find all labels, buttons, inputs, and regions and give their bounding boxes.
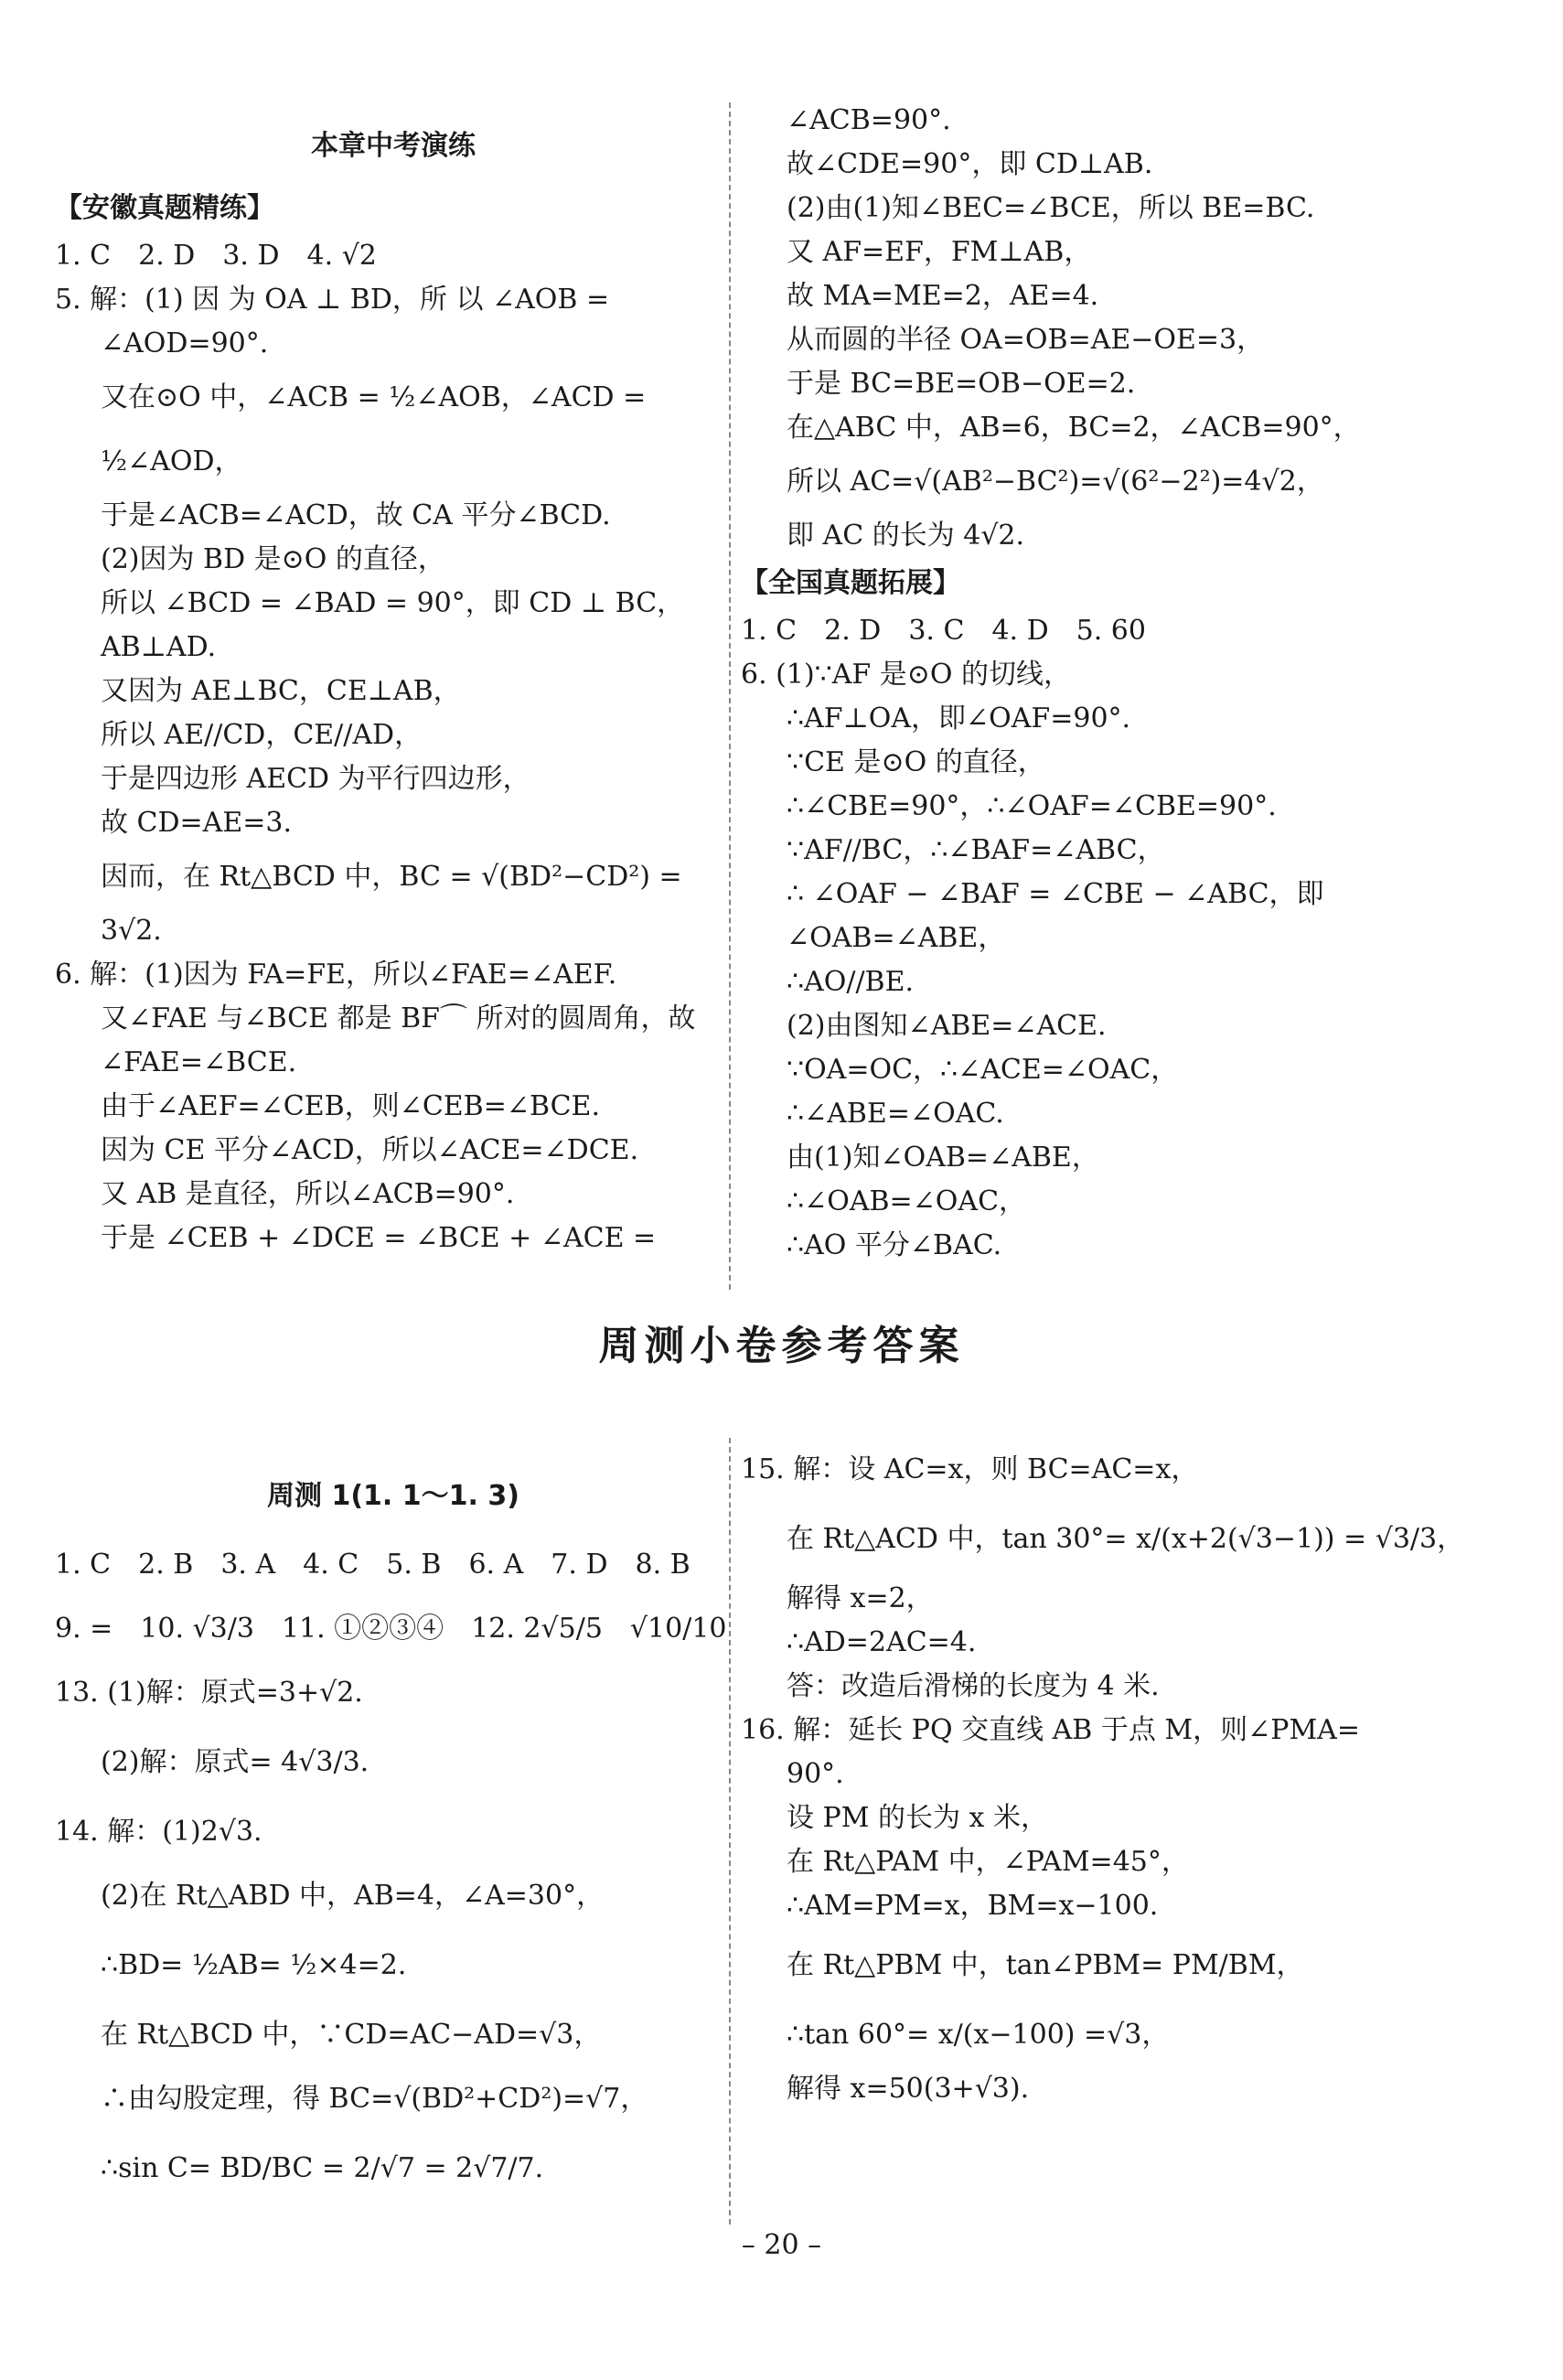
text-line: ∠OAB=∠ABE， xyxy=(787,922,1006,954)
text-line: ∴tan 60°= x/(x−100) =√3， xyxy=(787,2019,1170,2051)
text-line: 因而，在 Rt△BCD 中，BC = √(BD²−CD²) = xyxy=(101,861,682,893)
text-line: ∠ACB=90°. xyxy=(787,104,951,136)
text-line: (2)因为 BD 是⊙O 的直径， xyxy=(101,543,445,575)
text-line: ∴BD= ½AB= ½×4=2. xyxy=(101,1949,407,1981)
text-line: 又∠FAE 与∠BCE 都是 BF⌒ 所对的圆周角，故 xyxy=(101,1002,696,1035)
text-line: 在 Rt△BCD 中，∵CD=AC−AD=√3， xyxy=(101,2019,602,2051)
text-line: 所以 ∠BCD = ∠BAD = 90°，即 CD ⊥ BC， xyxy=(101,587,685,619)
text-line: 即 AC 的长为 4√2. xyxy=(787,520,1025,552)
text-line: ∴AF⊥OA，即∠OAF=90°. xyxy=(787,702,1131,734)
text-line: (2)由(1)知∠BEC=∠BCE，所以 BE=BC. xyxy=(787,192,1315,224)
text-line: 6. (1)∵AF 是⊙O 的切线， xyxy=(741,659,1072,691)
text-line: 在△ABC 中，AB=6，BC=2，∠ACB=90°， xyxy=(787,412,1361,444)
weekly-quiz-title: 周测小卷参考答案 xyxy=(598,1323,965,1369)
top-left-column xyxy=(55,110,732,1260)
text-line: 答：改造后滑梯的长度为 4 米. xyxy=(787,1670,1160,1702)
text-line: ∴AD=2AC=4. xyxy=(787,1626,977,1658)
text-line: ∵OA=OC，∴∠ACE=∠OAC， xyxy=(787,1054,1179,1086)
top-right-column xyxy=(741,99,1436,1268)
text-line: ∴∠OAB=∠OAC， xyxy=(787,1185,1027,1217)
text-line: (2)解：原式= 4√3/3. xyxy=(101,1746,369,1778)
text-line: 解得 x=50(3+√3). xyxy=(787,2073,1030,2105)
text-line: 又在⊙O 中，∠ACB = ½∠AOB，∠ACD = xyxy=(101,381,647,413)
text-line: 所以 AE//CD，CE//AD， xyxy=(101,719,423,751)
bottom-right-column xyxy=(741,1438,1465,2111)
text-line: 设 PM 的长为 x 米， xyxy=(787,1802,1048,1834)
text-line: 于是 ∠CEB + ∠DCE = ∠BCE + ∠ACE = xyxy=(101,1222,657,1254)
text-line: (2)由图知∠ABE=∠ACE. xyxy=(787,1010,1107,1042)
text-line: ∴AO 平分∠BAC. xyxy=(787,1229,1002,1261)
text-line: AB⊥AD. xyxy=(101,631,217,663)
text-line: 90°. xyxy=(787,1758,844,1790)
quiz-title: 周测 1(1. 1～1. 3) xyxy=(267,1480,519,1512)
text-line: ½∠AOD， xyxy=(101,445,242,477)
text-line: 5. 解：(1) 因 为 OA ⊥ BD，所 以 ∠AOB = xyxy=(55,284,610,316)
text-line: 于是四边形 AECD 为平行四边形， xyxy=(101,763,530,795)
text-line: 故 CD=AE=3. xyxy=(101,807,293,839)
page-number: – 20 – xyxy=(741,2229,822,2261)
text-line: 又 AF=EF，FM⊥AB， xyxy=(787,236,1092,268)
text-line: ∴sin C= BD/BC = 2/√7 = 2√7/7. xyxy=(101,2152,544,2184)
national-mc-answers: 1. C 2. D 3. C 4. D 5. 60 xyxy=(741,615,1146,647)
text-line: 故∠CDE=90°，即 CD⊥AB. xyxy=(787,148,1153,180)
text-line: 13. (1)解：原式=3+√2. xyxy=(55,1677,363,1709)
national-header: 【全国真题拓展】 xyxy=(741,567,960,599)
text-line: 16. 解：延长 PQ 交直线 AB 于点 M，则∠PMA= xyxy=(741,1714,1360,1746)
text-line: ∠FAE=∠BCE. xyxy=(101,1046,297,1078)
column-divider xyxy=(729,102,731,1290)
text-line: 又 AB 是直径，所以∠ACB=90°. xyxy=(101,1178,515,1210)
anhui-header: 【安徽真题精练】 xyxy=(55,192,274,224)
text-line: ∴AM=PM=x，BM=x−100. xyxy=(787,1890,1159,1922)
text-line: 在 Rt△PAM 中，∠PAM=45°， xyxy=(787,1846,1189,1878)
text-line: 在 Rt△ACD 中，tan 30°= x/(x+2(√3−1)) = √3/3， xyxy=(787,1523,1465,1555)
text-line: 因为 CE 平分∠ACD，所以∠ACE=∠DCE. xyxy=(101,1134,639,1166)
text-line: 6. 解：(1)因为 FA=FE，所以∠FAE=∠AEF. xyxy=(55,959,617,991)
text-line: ∴AO//BE. xyxy=(787,966,915,998)
text-line: 故 MA=ME=2，AE=4. xyxy=(787,280,1099,312)
column-divider xyxy=(729,1438,731,2225)
text-line: 15. 解：设 AC=x，则 BC=AC=x， xyxy=(741,1453,1199,1485)
text-line: ∵AF//BC，∴∠BAF=∠ABC， xyxy=(787,834,1165,866)
text-line: 在 Rt△PBM 中，tan∠PBM= PM/BM， xyxy=(787,1949,1304,1981)
text-line: ∴ ∠OAF − ∠BAF = ∠CBE − ∠ABC，即 xyxy=(787,878,1324,910)
text-line: 14. 解：(1)2√3. xyxy=(55,1816,262,1848)
text-line: ∠AOD=90°. xyxy=(101,327,269,359)
text-line: (2)在 Rt△ABD 中，AB=4，∠A=30°， xyxy=(101,1880,605,1912)
text-line: 于是∠ACB=∠ACD，故 CA 平分∠BCD. xyxy=(101,499,611,531)
text-line: ∴∠CBE=90°，∴∠OAF=∠CBE=90°. xyxy=(787,790,1277,822)
anhui-mc-answers: 1. C 2. D 3. D 4. √2 xyxy=(55,240,377,272)
text-line: 由(1)知∠OAB=∠ABE， xyxy=(787,1142,1099,1174)
quiz-fill-answers: 9. = 10. √3/3 11. ①②③④ 12. 2√5/5 √10/10 xyxy=(55,1613,727,1645)
text-line: 从而圆的半径 OA=OB=AE−OE=3， xyxy=(787,324,1265,356)
bottom-left-column xyxy=(55,1460,732,2206)
quiz-mc-answers: 1. C 2. B 3. A 4. C 5. B 6. A 7. D 8. B xyxy=(55,1549,691,1581)
text-line: 又因为 AE⊥BC，CE⊥AB， xyxy=(101,675,461,707)
text-line: ∴∠ABE=∠OAC. xyxy=(787,1098,1004,1130)
text-line: 3√2. xyxy=(101,915,162,947)
text-line: ∴由勾股定理，得 BC=√(BD²+CD²)=√7， xyxy=(101,2083,648,2115)
text-line: 由于∠AEF=∠CEB，则∠CEB=∠BCE. xyxy=(101,1090,600,1122)
text-line: 解得 x=2， xyxy=(787,1582,934,1614)
text-line: ∵CE 是⊙O 的直径， xyxy=(787,746,1045,778)
section-title: 本章中考演练 xyxy=(311,130,476,162)
text-line: 所以 AC=√(AB²−BC²)=√(6²−2²)=4√2， xyxy=(787,466,1324,498)
text-line: 于是 BC=BE=OB−OE=2. xyxy=(787,368,1136,400)
